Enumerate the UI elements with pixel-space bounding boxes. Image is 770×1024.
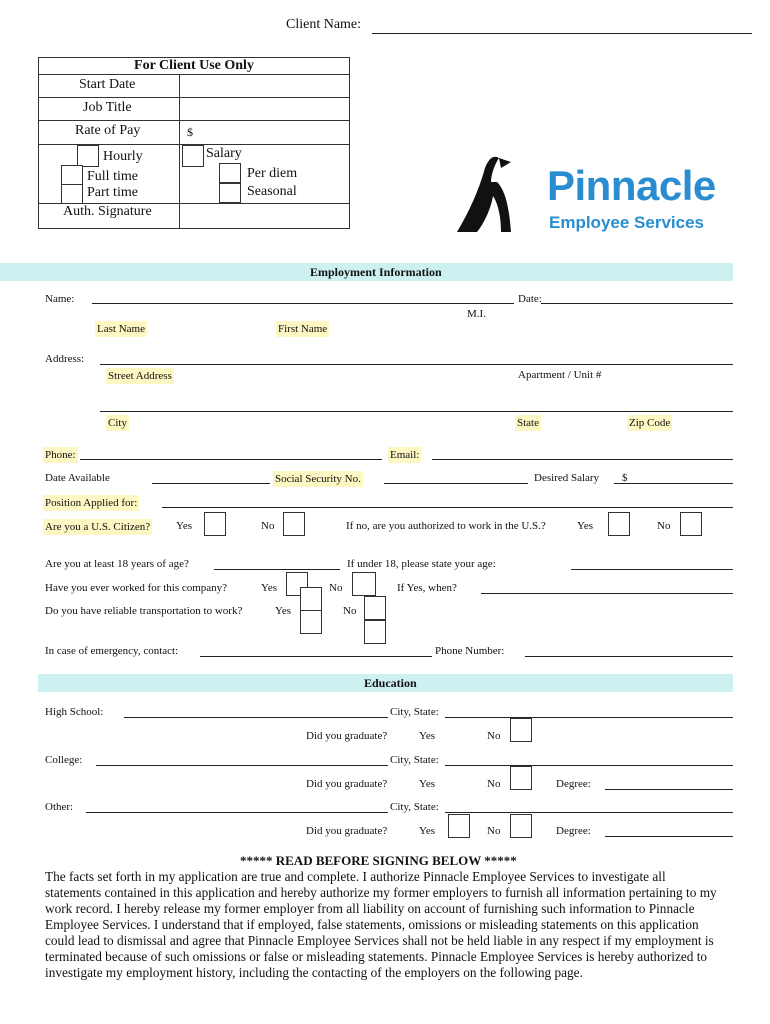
street-address-label: Street Address [108,370,172,382]
transport-no-checkbox[interactable] [364,596,386,620]
address-label: Address: [45,353,85,365]
transportation-label: Do you have reliable transportation to work? [45,605,243,617]
date-label: Date: [518,293,542,305]
start-date-label: Start Date [79,77,136,92]
other-graduate-label: Did you graduate? [306,825,388,837]
client-name-field[interactable] [372,33,752,34]
hs-graduate-label: Did you graduate? [306,730,388,742]
emergency-phone-label: Phone Number: [435,645,505,657]
citizen-no-label: No [261,520,275,532]
desired-salary-field[interactable] [614,483,733,484]
if-yes-when-field[interactable] [481,593,733,594]
full-time-checkbox[interactable] [61,165,83,185]
zip-label: Zip Code [629,417,671,429]
other-degree-label: Degree: [556,825,591,837]
college-city-state-label: City, State: [390,754,439,766]
college-degree-field[interactable] [605,789,733,790]
salary-label: Salary [206,146,242,161]
age18-label: Are you at least 18 years of age? [45,558,189,570]
education-heading: Education [364,676,417,690]
worked-no-label: No [329,582,343,594]
logo-subtitle: Employee Services [549,213,704,232]
if-yes-when-label: If Yes, when? [397,582,457,594]
worked-no-checkbox[interactable] [352,572,376,596]
high-school-field[interactable] [124,717,388,718]
rate-symbol: $ [187,125,193,139]
transport-no-label: No [343,605,357,617]
college-graduate-label: Did you graduate? [306,778,388,790]
college-no-checkbox[interactable] [510,766,532,790]
hs-no-checkbox[interactable] [510,718,532,742]
position-field[interactable] [162,507,733,508]
high-school-label: High School: [45,706,104,718]
hs-no-label: No [487,730,501,742]
rate-of-pay-label: Rate of Pay [75,123,141,138]
start-date-field[interactable] [180,75,348,97]
hs-city-state-label: City, State: [390,706,439,718]
ssn-label: Social Security No. [275,473,361,485]
authorized-label: If no, are you authorized to work in the U.S.? [346,520,546,532]
pinnacle-peak-icon [455,150,545,240]
per-diem-checkbox[interactable] [219,163,241,183]
apartment-label: Apartment / Unit # [518,369,602,381]
other-no-label: No [487,825,501,837]
college-degree-label: Degree: [556,778,591,790]
authorized-yes-checkbox[interactable] [608,512,630,536]
hs-yes-label: Yes [419,730,436,742]
authorized-yes-label: Yes [577,520,594,532]
other-yes-label: Yes [419,825,436,837]
position-label: Position Applied for: [45,497,138,509]
auth-signature-field[interactable] [180,204,348,227]
part-time-label: Part time [87,185,138,200]
notice-paragraph: The facts set forth in my application are true and complete. I authorize Pinnacle Employee Services to investigate all statements contained in this application and hereby authorize my former employers to furnish all information pertaining to my work record. I hereby release my former employer from all liability on account of furnishing such information to Pinnacle Employee Services. I understand that if employed, false statements, omissions or misleading statements on this application could lead to dismissal and agree that Pinnacle Employee Services shall not be held liable in any respect if my employment is terminated because of such omissions or false or misleading statements. Pinnacle Employee Services is hereby authorized to investigate my employment history, including the contacting of the employers on the following page. [45,869,717,980]
other-city-state-field[interactable] [445,812,733,813]
phone-field[interactable] [80,459,382,460]
other-no-checkbox[interactable] [510,814,532,838]
client-name-label: Client Name: [286,17,362,32]
emergency-label: In case of emergency, contact: [45,645,179,657]
phone-label: Phone: [45,449,76,461]
authorized-no-label: No [657,520,671,532]
hourly-checkbox[interactable] [77,145,99,167]
college-city-state-field[interactable] [445,765,733,766]
seasonal-label: Seasonal [247,184,297,199]
date-available-field[interactable] [152,483,270,484]
client-table-title: For Client Use Only [134,58,254,73]
city-state-zip-field[interactable] [100,411,733,412]
college-yes-label: Yes [419,778,436,790]
mi-label: M.I. [467,308,486,320]
other-field[interactable] [86,812,388,813]
citizen-yes-label: Yes [176,520,193,532]
desired-salary-label: Desired Salary [534,472,600,484]
desired-salary-symbol: $ [622,472,628,484]
worked-before-label: Have you ever worked for this company? [45,582,228,594]
date-available-label: Date Available [45,472,110,484]
ssn-field[interactable] [384,483,528,484]
job-title-field[interactable] [180,98,348,120]
other-degree-field[interactable] [605,836,733,837]
job-title-label: Job Title [83,100,132,115]
college-field[interactable] [96,765,388,766]
last-name-label: Last Name [97,323,145,335]
age18-field[interactable] [214,569,340,570]
salary-checkbox[interactable] [182,145,204,167]
authorized-no-checkbox[interactable] [680,512,702,536]
city-label: City [108,417,127,429]
college-no-label: No [487,778,501,790]
citizen-label: Are you a U.S. Citizen? [45,521,151,533]
first-name-label: First Name [278,323,328,335]
name-field[interactable] [92,303,514,304]
state-label: State [517,417,539,429]
seasonal-checkbox[interactable] [219,183,241,203]
notice-heading: ***** READ BEFORE SIGNING BELOW ***** [240,853,517,868]
logo-brand: Pinnacle [547,162,716,209]
transport-yes-checkbox-upper[interactable] [300,587,322,611]
hourly-label: Hourly [103,149,143,164]
emergency-contact-field[interactable] [200,656,432,657]
under18-label: If under 18, please state your age: [347,558,496,570]
transport-yes-checkbox[interactable] [300,610,322,634]
per-diem-label: Per diem [247,166,298,181]
other-city-state-label: City, State: [390,801,439,813]
college-label: College: [45,754,83,766]
hs-city-state-field[interactable] [445,717,733,718]
email-label: Email: [390,449,420,461]
name-label: Name: [45,293,75,305]
full-time-label: Full time [87,169,138,184]
transport-no-checkbox-lower[interactable] [364,620,386,644]
auth-signature-label: Auth. Signature [63,204,152,219]
part-time-checkbox[interactable] [61,184,83,204]
under18-age-field[interactable] [571,569,733,570]
other-yes-checkbox[interactable] [448,814,470,838]
worked-yes-label: Yes [261,582,278,594]
date-field[interactable] [541,303,733,304]
transport-yes-label: Yes [275,605,292,617]
email-field[interactable] [432,459,733,460]
pinnacle-logo [455,150,735,240]
other-label: Other: [45,801,74,813]
citizen-no-checkbox[interactable] [283,512,305,536]
employment-heading: Employment Information [310,265,442,279]
street-address-field[interactable] [100,364,733,365]
emergency-phone-field[interactable] [525,656,733,657]
client-use-table [38,57,350,229]
citizen-yes-checkbox[interactable] [204,512,226,536]
